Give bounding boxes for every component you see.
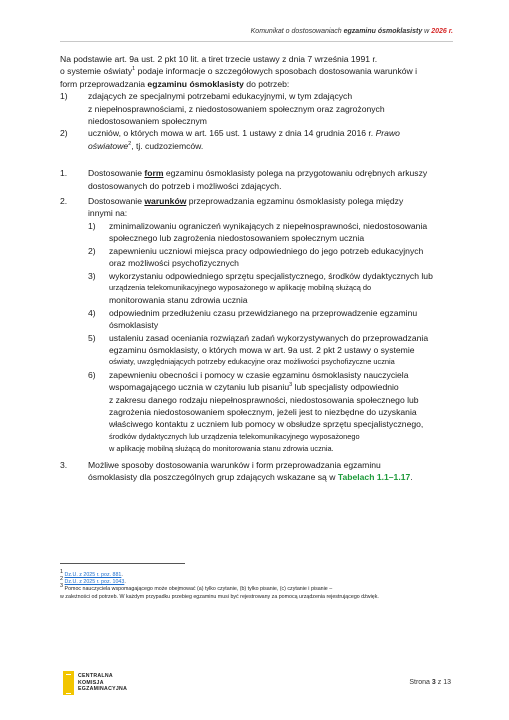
header-year: 2026 r. — [431, 28, 453, 35]
header-bold: egzaminu ósmoklasisty — [343, 28, 423, 35]
footnote-ref[interactable]: 2 — [128, 140, 132, 147]
point-2: 2. Dostosowanie warunków przeprowadzania egzaminu ósmoklasisty polega między innymi na: 1) zminimalizowaniu ograniczeń wynikających z niepełnosprawności, niedostosowania społecznego lub zagrożenia niedostosowaniem społecznym ucznia 2) zapewnieniu uczniowi miejsca pracy odpowiedniego do jego potrzeb edukacyjnych oraz możliwości psychofizycznych 3) wykorzystaniu odpowiedniego sprzętu specjalistycznego, środków dydaktycznych lub urządzenia telekomunikacyjnego wyposażonego w aplikację mobilną służącą do monitorowania stanu zdrowia ucznia 4) odpowiednim przedłużeniu czasu przewidzianego na przeprowadzenie egzaminu ósmoklasisty 5) ustaleniu zasad oceniania rozwiązań zadań wykorzystywanych do przeprowadzania egzaminu ósmoklasisty, o których mowa w art. 9a ust. 2 pkt 2 ustawy o systemie oświaty, uwzględniających potrzeby edukacyjne oraz możliwości psychofizyczne ucznia 6) zapewnieniu obecności i pomocy w czasie egzaminu ósmoklasisty nauczyciela wspomagającego ucznia w czytaniu lub pisaniu$^3$ lub specjalisty odpowiednio z zakresu danego rodzaju niepełnosprawności, niedostosowania społecznego lub zagrożenia niedostosowaniem społecznym, jeżeli jest to niezbędne do uzyskania właściwego kontaktu z uczniem lub pomocy w obsłudze sprzętu specjalistycznego, środków dydaktycznych lub urządzenia telekomunikacyjnego wyposażonego w aplikację mobilną służącą do monitorowania stanu zdrowia ucznia. — [60, 195, 452, 456]
page-number: Strona 3 z 13 — [409, 679, 451, 686]
header-mid: w — [422, 28, 432, 35]
cke-logo-icon — [63, 671, 74, 695]
point-1: 1. Dostosowanie form egzaminu ósmoklasisty polega na przygotowaniu odrębnych arkuszy dostosowanych do potrzeb i możliwości zdających. — [60, 168, 428, 191]
footnote-3: $^3$ Pomoc nauczyciela wspomagającego może obejmować (a) tylko czytanie, (b) tylko pisanie, (c) czytanie i pisanie – — [60, 583, 333, 593]
header-divider — [60, 41, 453, 42]
footnote-link[interactable]: Dz.U. z 2025 r. poz. 881 — [64, 572, 122, 578]
header-prefix: Komunikat o dostosowaniach — [250, 28, 344, 35]
footnote-1: $^1$ Dz.U. z 2025 r. poz. 881. — [60, 569, 123, 578]
list-item: 4) odpowiednim przedłużeniu czasu przewidzianego na przeprowadzenie egzaminu ósmoklasisty — [88, 307, 418, 331]
list-item: 3) wykorzystaniu odpowiedniego sprzętu specjalistycznego, środków dydaktycznych lub urządzenia telekomunikacyjnego wyposażonego w aplikację mobilną służącą do monitorowania stanu zdrowia ucznia — [88, 270, 433, 306]
list-item: 5) ustaleniu zasad oceniania rozwiązań zadań wykorzystywanych do przeprowadzania egzaminu ósmoklasisty, o których mowa w art. 9a ust. 2 pkt 2 ustawy o systemie oświaty, uwzględniających potrzeby edukacyjne oraz możliwości psychofizyczne ucznia — [88, 332, 429, 367]
list-item: 6) zapewnieniu obecności i pomocy w czasie egzaminu ósmoklasisty nauczyciela wspomagającego ucznia w czytaniu lub pisaniu$^3$ lub specjalisty odpowiednio z zakresu danego rodzaju niepełnosprawności, niedostosowania społecznego lub zagrożenia niedostosowaniem społecznym, jeżeli jest to niezbędne do uzyskania właściwego kontaktu z uczniem lub pomocy w obsłudze sprzętu specjalistycznego, środków dydaktycznych lub urządzenia telekomunikacyjnego wyposażonego w aplikację mobilną służącą do monitorowania stanu zdrowia ucznia. — [88, 369, 424, 454]
footnote-ref[interactable]: 3 — [289, 382, 293, 389]
intro-line: form przeprowadzania egzaminu ósmoklasisty do potrzeb: — [60, 78, 290, 89]
document-body — [60, 53, 452, 483]
footnote-divider — [60, 563, 185, 564]
tables-link[interactable]: Tabelach 1.1–1.17 — [337, 472, 411, 482]
intro-line: o systemie oświaty$^1$ podaje informacje o szczegółowych sposobach dostosowania warunków i — [60, 66, 418, 77]
list-item: 2) zapewnieniu uczniowi miejsca pracy odpowiedniego do jego potrzeb edukacyjnych oraz możliwości psychofizycznych — [88, 245, 424, 269]
intro-line: Na podstawie art. 9a ust. 2 pkt 10 lit. a tiret trzecie ustawy z dnia 7 września 1991 r. — [60, 54, 378, 64]
needs-item: 1) zdających ze specjalnymi potrzebami edukacyjnymi, w tym zdających z niepełnosprawnościami, z niedostosowaniem społecznym oraz zagrożonych niedostosowaniem społecznym — [60, 91, 385, 127]
list-item: 1) zminimalizowaniu ograniczeń wynikających z niepełnosprawności, niedostosowania społecznego lub zagrożenia niedostosowaniem społecznym ucznia — [88, 220, 428, 244]
footnotes: $^1$ Dz.U. z 2025 r. poz. 881. $^2$ Dz.U. z 2025 r. poz. 1043. $^3$ Pomoc nauczyciela wspomagającego może obejmować (a) tylko czytanie, (b) tylko pisanie, (c) czytanie i pisanie – w zależności od potrzeb. W każdym przypadku przebieg egzaminu musi być rejestrowany za pomocą urządzenia rejestrującego dźwięk. — [60, 572, 460, 601]
running-header — [251, 28, 453, 35]
needs-item: 2) uczniów, o których mowa w art. 165 ust. 1 ustawy z dnia 14 grudnia 2016 r. Prawo oświatowe$^2$, tj. cudzoziemców. — [60, 128, 400, 151]
cke-logo: CENTRALNA KOMISJA EGZAMINACYJNA — [63, 671, 127, 695]
footnote-ref[interactable]: 1 — [132, 66, 136, 73]
footnote-2: $^2$ Dz.U. z 2025 r. poz. 1043. — [60, 576, 126, 586]
footnote-link[interactable]: Dz.U. z 2025 r. poz. 1043 — [64, 579, 125, 586]
point-3: 3. Możliwe sposoby dostosowania warunków i form przeprowadzania egzaminu ósmoklasisty dla poszczególnych grup zdających wskazane są w Tabelach 1.1–1.17. — [60, 459, 413, 482]
